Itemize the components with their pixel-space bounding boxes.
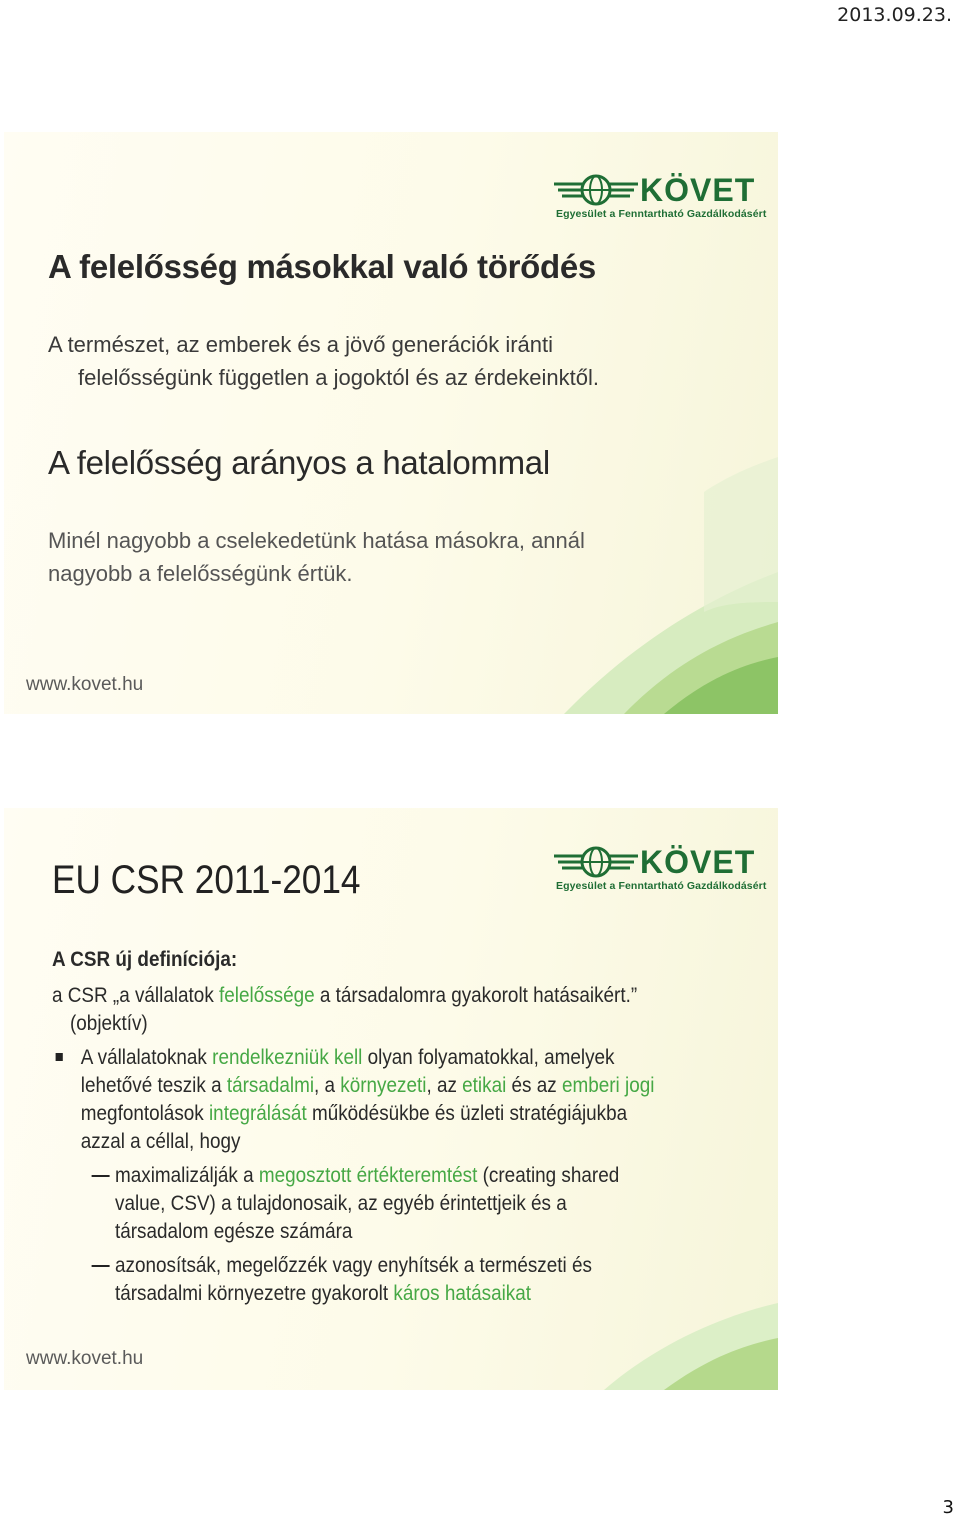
- bullet-line-1: A vállalatoknak rendelkezniük kell olyan folyamatokkal, amelyek: [80, 1046, 615, 1069]
- slide2-body: [52, 982, 736, 1308]
- slide2-subtitle: A CSR új definíciója:: [52, 948, 238, 971]
- dash1-line-2: value, CSV) a tulajdonosaik, az egyéb érintettjeik és a: [115, 1192, 567, 1215]
- logo-subtitle: Egyesület a Fenntartható Gazdálkodásért: [556, 208, 767, 220]
- slide1-paragraph-2: [48, 524, 728, 590]
- globe-logo-icon: [554, 844, 638, 880]
- dash-item-1: [52, 1162, 736, 1246]
- logo-subtitle: Egyesület a Fenntartható Gazdálkodásért: [556, 880, 767, 892]
- definition-line: [52, 982, 736, 1010]
- kovet-logo: [554, 172, 767, 224]
- logo-wordmark: KÖVET: [640, 844, 756, 880]
- logo-wordmark: KÖVET: [640, 172, 756, 208]
- definition-objective: (objektív): [70, 1012, 148, 1035]
- slide1-heading-2: A felelősség arányos a hatalommal: [48, 444, 550, 481]
- bullet-line-3: megfontolások integrálását működésükbe és üzleti stratégiájukba: [80, 1102, 628, 1125]
- kovet-logo: [554, 844, 767, 896]
- dash-item-2: [52, 1252, 736, 1308]
- bullet-line-2: lehetővé teszik a társadalmi, a környezeti, az etikai és az emberi jogi: [80, 1074, 655, 1097]
- dash2-line-2: társadalmi környezetre gyakorolt káros hatásaikat: [115, 1282, 532, 1305]
- slide1-paragraph-1: [48, 328, 728, 394]
- definition-text: a társadalomra gyakorolt hatásaikért.”: [314, 984, 638, 1007]
- slide1-para2-line1: Minél nagyobb a cselekedetünk hatása másokra, annál: [48, 528, 585, 553]
- globe-logo-icon: [554, 172, 638, 208]
- definition-highlight: felelőssége: [219, 984, 315, 1007]
- slide1-para2-line2: nagyobb a felelősségünk értük.: [48, 561, 353, 586]
- dash-icon: [92, 1265, 110, 1267]
- bullet-line-4: azzal a céllal, hogy: [80, 1130, 241, 1153]
- slide1-para1-line1: A természet, az emberek és a jövő generációk iránti: [48, 332, 554, 357]
- slide1-heading-1: A felelősség másokkal való törődés: [48, 248, 596, 285]
- dash2-line-1: azonosítsák, megelőzzék vagy enyhítsék a természeti és: [115, 1254, 592, 1277]
- definition-text: a CSR „a vállalatok: [52, 984, 220, 1007]
- slide2-footer-url: www.kovet.hu: [26, 1348, 144, 1369]
- slide-1: [4, 132, 778, 714]
- slide1-para1-line2: felelősségünk független a jogoktól és az érdekeinktől.: [78, 365, 600, 390]
- page-number: 3: [942, 1497, 954, 1518]
- slide2-title: EU CSR 2011-2014: [52, 858, 361, 902]
- bullet-square-icon: [56, 1053, 63, 1061]
- slide-2: [4, 808, 778, 1390]
- slide1-footer-url: www.kovet.hu: [26, 674, 144, 695]
- dash1-line-3: társadalom egésze számára: [115, 1220, 353, 1243]
- bullet-item: [52, 1044, 736, 1156]
- dash1-line-1: maximalizálják a megosztott értékteremtést (creating shared: [115, 1164, 620, 1187]
- dash-icon: [92, 1175, 110, 1177]
- page-date: 2013.09.23.: [837, 4, 952, 26]
